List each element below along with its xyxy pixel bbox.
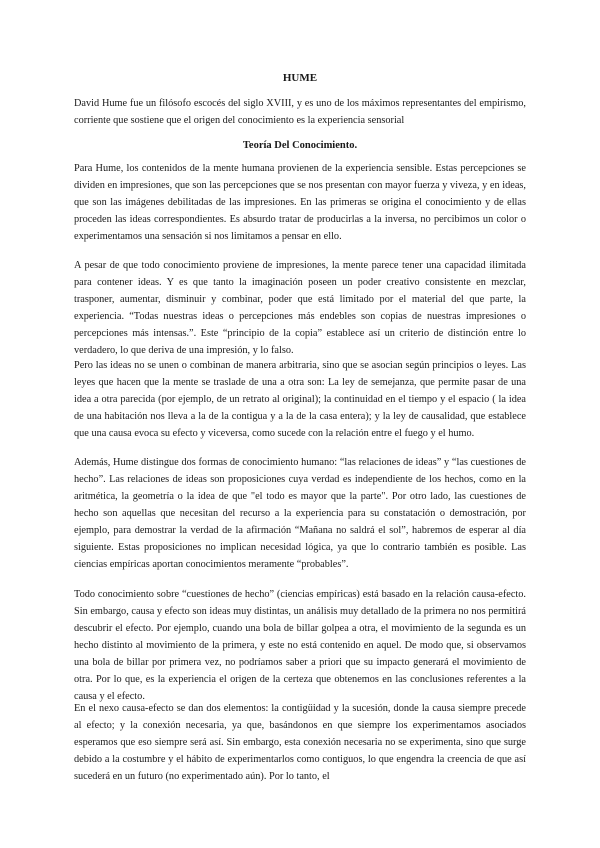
paragraph-formas-conocimiento: Además, Hume distingue dos formas de conocimiento humano: “las relaciones de ideas” y “las cuestiones de hecho”. Las relaciones de ideas son proposiciones cuya verdad es independiente de los hechos, como en la aritmética, la geometría o la idea de que "el todo es mayor que la parte". Por otro lado, las cuestiones de hecho son aquellas que necesitan del recurso a la experiencia para su constatación o demostración, por ejemplo, para demostrar la verdad de la afirmación “Mañana no saldrá el sol”, habremos de esperar al día siguiente. Estas proposiciones no implican necesidad lógica, ya que lo contrario también es posible. Las ciencias empíricas aportan conocimientos meramente “probables”. <box>74 457 526 570</box>
paragraph-causa-efecto: Todo conocimiento sobre “cuestiones de hecho” (ciencias empíricas) está basado en la relación causa-efecto. Sin embargo, causa y efecto son ideas muy distintas, un análisis muy detallado de la primera no nos permitirá descubrir el efecto. Por ejemplo, cuando una bola de billar golpea a otra, el movimiento de la segunda es un hecho distinto al movimiento de la primera, y este no está contenido en aquel. De modo que, si observamos una bola de billar por primera vez, no podríamos saber a priori que su impacto generará el movimiento de otra. Por lo que, es la experiencia el origen de la certeza que obtenemos en las conclusiones referentes a la causa y el efecto. <box>74 589 526 702</box>
paragraph-principio-copia: A pesar de que todo conocimiento proviene de impresiones, la mente parece tener una capacidad ilimitada para contener ideas. Y es que tanto la imaginación poseen un poder creativo consistente en mezclar, trasponer, aumentar, disminuir y combinar, poder que está limitado por el material del que parte, la experiencia. “Todas nuestras ideas o percepciones más endebles son copias de nuestras impresiones o percepciones más intensas.”. Este “principio de la copia” establece así un criterio de distinción entre lo verdadero, lo que deriva de una impresión, y lo falso. <box>74 260 526 356</box>
section-heading: Teoría Del Conocimiento. <box>242 140 358 151</box>
paragraph-nexo-causal: En el nexo causa-efecto se dan dos elementos: la contigüidad y la sucesión, donde la causa siempre precede al efecto; y la conexión necesaria, ya que, basándonos en que siempre los experimentamos asociados esperamos que eso siempre será así. Sin embargo, esta conexión necesaria no se experimenta, sino que surge debido a la costumbre y el hábito de experimentarlos como contiguos, lo que engendra la creencia de que así sucederá en un futuro (no experimentado aún). Por lo tanto, el <box>74 703 526 782</box>
document-title: HUME <box>282 72 318 84</box>
paragraph-intro: David Hume fue un filósofo escocés del siglo XVIII, y es uno de los máximos representantes del empirismo, corriente que sostiene que el origen del conocimiento es la experiencia sensorial <box>74 98 526 126</box>
paragraph-impresiones: Para Hume, los contenidos de la mente humana provienen de la experiencia sensible. Estas percepciones se dividen en impresiones, que son las percepciones que se nos presentan con mayor fuerza y viveza, y en ideas, que son las imágenes debilitadas de las impresiones. En las primeras se origina el conocimiento y de ellas proceden las ideas correspondientes. Es absurdo tratar de producirlas a la inversa, no percibimos un color o experimentamos una sensación si nos limitamos a pensar en ello. <box>74 163 526 242</box>
paragraph-leyes-asociacion: Pero las ideas no se unen o combinan de manera arbitraria, sino que se asocian según principios o leyes. Las leyes que hacen que la mente se traslade de una a otra son: La ley de semejanza, que permite pasar de una idea a otra parecida (por ejemplo, de un retrato al original); la continuidad en el tiempo y el espacio ( la idea de una habitación nos lleva a la de la contigua y a la de la casa entera); y la ley de causalidad, que establece que una causa evoca su efecto y viceversa, como sucede con la relación entre el fuego y el humo. <box>74 360 526 439</box>
